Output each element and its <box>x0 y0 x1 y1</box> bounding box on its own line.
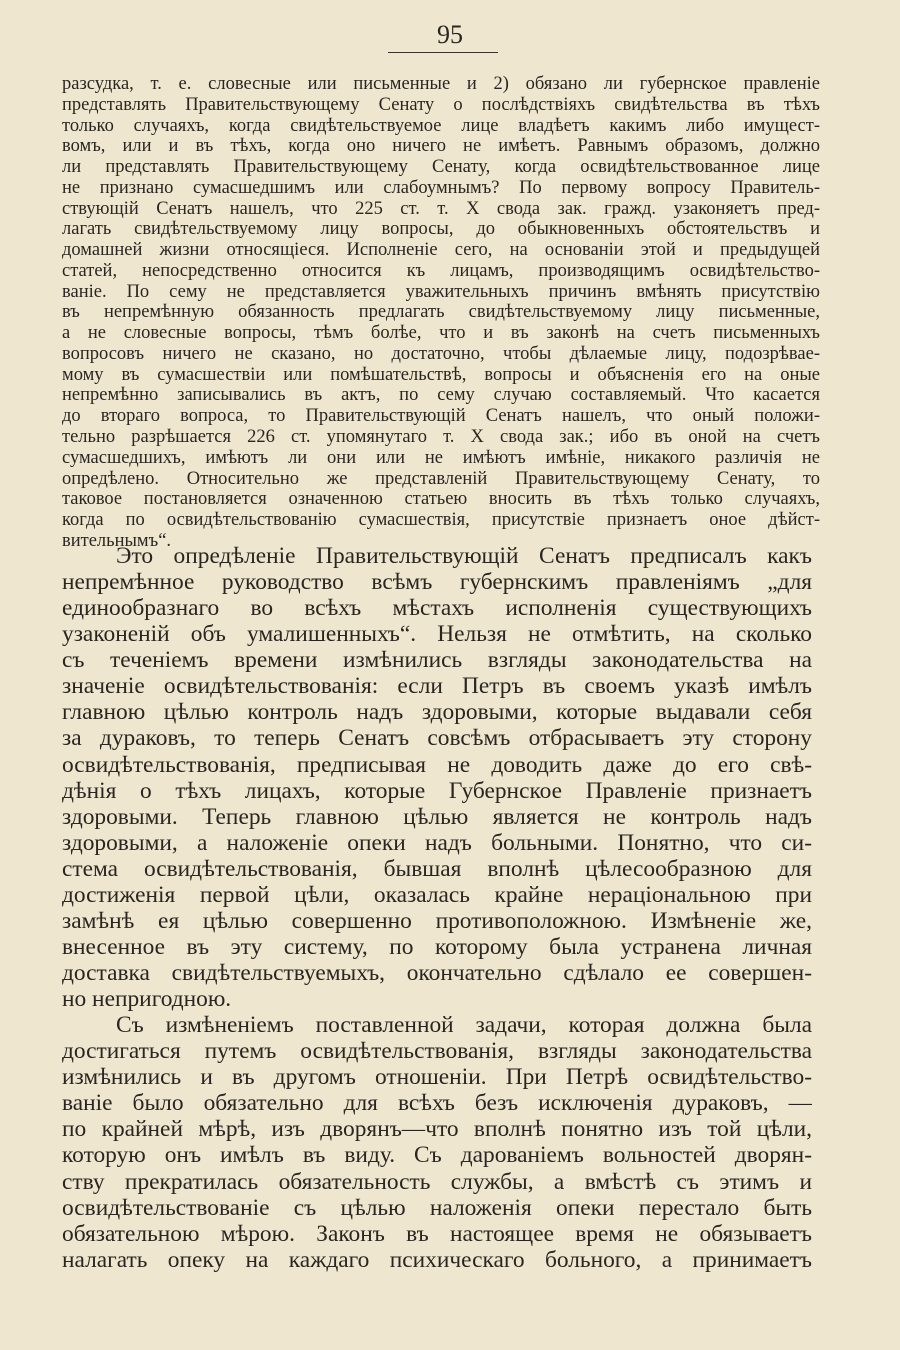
paragraph-line: замѣнѣ ея цѣлью совершенно противоположною. Измѣненіе же, <box>62 907 812 934</box>
paragraph-line: единообразнаго во всѣхъ мѣстахъ исполненія существующихъ <box>62 595 812 622</box>
paragraph-line: внесенное въ эту систему, по которому была устранена личная <box>62 933 812 960</box>
quote-line: ваніе. По сему не представляется уважительныхъ причинъ вмѣнять присутствію <box>62 281 820 302</box>
paragraph-line: узаконеній объ умалишенныхъ“. Нельзя не отмѣтить, на сколько <box>62 621 812 648</box>
quote-line: вопросовъ ничего не сказано, но достаточно, чтобы дѣлаемые лицу, подозрѣвае- <box>62 343 820 364</box>
paragraph-line: Это опредѣленіе Правительствующій Сенатъ предписалъ какъ <box>116 543 812 569</box>
quote-line: когда по освидѣтельствованію сумасшествія, присутствіе признаетъ оное дѣйст- <box>62 510 820 531</box>
quote-line: ли представлять Правительствующему Сенату, когда освидѣтельствованное лице <box>62 157 820 178</box>
quote-line: вомъ, или и въ тѣхъ, когда оно ничего не имѣетъ. Равнымъ образомъ, должно <box>62 136 820 157</box>
paragraph-line: достигаться путемъ освидѣтельствованія, взгляды законодательства <box>62 1038 812 1065</box>
paragraph-line: налагать опеку на каждаго психическаго больного, а принимаетъ <box>62 1246 812 1273</box>
quote-line: представлять Правительствующему Сенату о послѣдствіяхъ свидѣтельства въ тѣхъ <box>62 94 820 115</box>
header-rule <box>388 52 498 53</box>
paragraph-line: ству прекратилась обязательность службы, а вмѣстѣ съ этимъ и <box>62 1168 812 1195</box>
quote-line: до втораго вопроса, то Правительствующій Сенатъ нашелъ, что оный положи- <box>62 406 820 427</box>
quote-line: опредѣлено. Относительно же представленій Правительствующему Сенату, то <box>62 468 820 489</box>
quote-line: а не словесные вопросы, тѣмъ болѣе, что и въ законѣ на счетъ письменныхъ <box>62 323 820 344</box>
quote-line: лагать свидѣтельствуемому лицу вопросы, до обыкновенныхъ обстоятельствъ и <box>62 219 820 240</box>
paragraph-line: которую онъ имѣлъ въ виду. Съ дарованіемъ вольностей дворян- <box>62 1142 812 1169</box>
paragraph-line: значеніе освидѣтельствованія: если Петръ въ своемъ указѣ имѣлъ <box>62 673 812 700</box>
paragraph-line: здоровыми. Теперь главною цѣлью является не контроль надъ <box>62 803 812 830</box>
paragraph-line: главною цѣлью контроль надъ здоровыми, которые выдавали себя <box>62 699 812 726</box>
body-text-block <box>62 543 812 1273</box>
paragraph-line: достиженія первой цѣли, оказалась крайне нераціональною при <box>62 881 812 908</box>
paragraph-line: но непригодною. <box>62 986 232 1013</box>
paragraph-line: стема освидѣтельствованія, бывшая вполнѣ цѣлесообразною для <box>62 855 812 882</box>
quote-line: въ непремѣнную обязанность предлагать свидѣтельствуемому лицу письменные, <box>62 302 820 323</box>
quote-line: не признано сумасшедшимъ или слабоумнымъ? По первому вопросу Правитель- <box>62 177 820 198</box>
paragraph-line: ваніе было обязательно для всѣхъ безъ исключенія дураковъ, — <box>62 1090 812 1117</box>
quote-line: таковое постановляется означенною статьею вносить въ тѣхъ только случаяхъ, <box>62 489 820 510</box>
paragraph-line: освидѣтельствованія, предписывая не доводить даже до его свѣ- <box>62 751 812 778</box>
paragraph-line: дѣнія о тѣхъ лицахъ, которые Губернское Правленіе признаетъ <box>62 777 812 804</box>
quote-line: сумасшедшихъ, имѣютъ ли они или не имѣютъ имѣніе, никакого различія не <box>62 447 820 468</box>
page-number: 95 <box>437 20 463 49</box>
paragraph-line: здоровыми, а наложеніе опеки надъ больными. Понятно, что си- <box>62 829 812 856</box>
paragraph-line: съ теченіемъ времени измѣнились взгляды законодательства на <box>62 647 812 674</box>
quote-line: только случаяхъ, когда свидѣтельствуемое лице владѣетъ какимъ либо имущест- <box>62 115 820 136</box>
paragraph-line: по крайней мѣрѣ, изъ дворянъ—что вполнѣ понятно изъ той цѣли, <box>62 1116 812 1143</box>
paragraph-line: доставка свидѣтельствуемыхъ, окончательно сдѣлало ее совершен- <box>62 960 812 986</box>
paragraph-line: освидѣтельствованіе съ цѣлью наложенія опеки перестало быть <box>62 1194 812 1221</box>
paragraph-line: обязательною мѣрою. Законъ въ настоящее время не обязываетъ <box>62 1220 812 1247</box>
paragraph-line: Съ измѣненіемъ поставленной задачи, которая должна была <box>116 1012 812 1039</box>
quote-line: вительнымъ“. <box>62 530 172 551</box>
quote-line: непремѣнно записывались въ актъ, по сему случаю составляемый. Что касается <box>62 385 820 406</box>
quoted-text-block <box>62 74 820 552</box>
paragraph-line: измѣнились и въ другомъ отношеніи. При Петрѣ освидѣтельство- <box>62 1064 812 1091</box>
paragraph-line: за дураковъ, то теперь Сенатъ совсѣмъ отбрасываетъ эту сторону <box>62 725 812 752</box>
quote-line: мому въ сумасшествіи или помѣшательствѣ, вопросы и объясненія его на оные <box>62 364 820 385</box>
quote-line: разсудка, т. е. словесные или письменные и 2) обязано ли губернское правленіе <box>62 74 820 94</box>
paragraph-line: непремѣнное руководство всѣмъ губернскимъ правленіямъ „для <box>62 569 812 596</box>
quote-line: ствующій Сенатъ нашелъ, что 225 ст. т. X свода зак. гражд. узаконяетъ пред- <box>62 198 820 219</box>
quote-line: домашней жизни относящіеся. Исполненіе сего, на основаніи этой и предыдущей <box>62 240 820 261</box>
quote-line: статей, непосредственно относится къ лицамъ, производящимъ освидѣтельство- <box>62 260 820 281</box>
quote-line: тельно разрѣшается 226 ст. упомянутаго т. X свода зак.; ибо въ оной на счетъ <box>62 427 820 448</box>
